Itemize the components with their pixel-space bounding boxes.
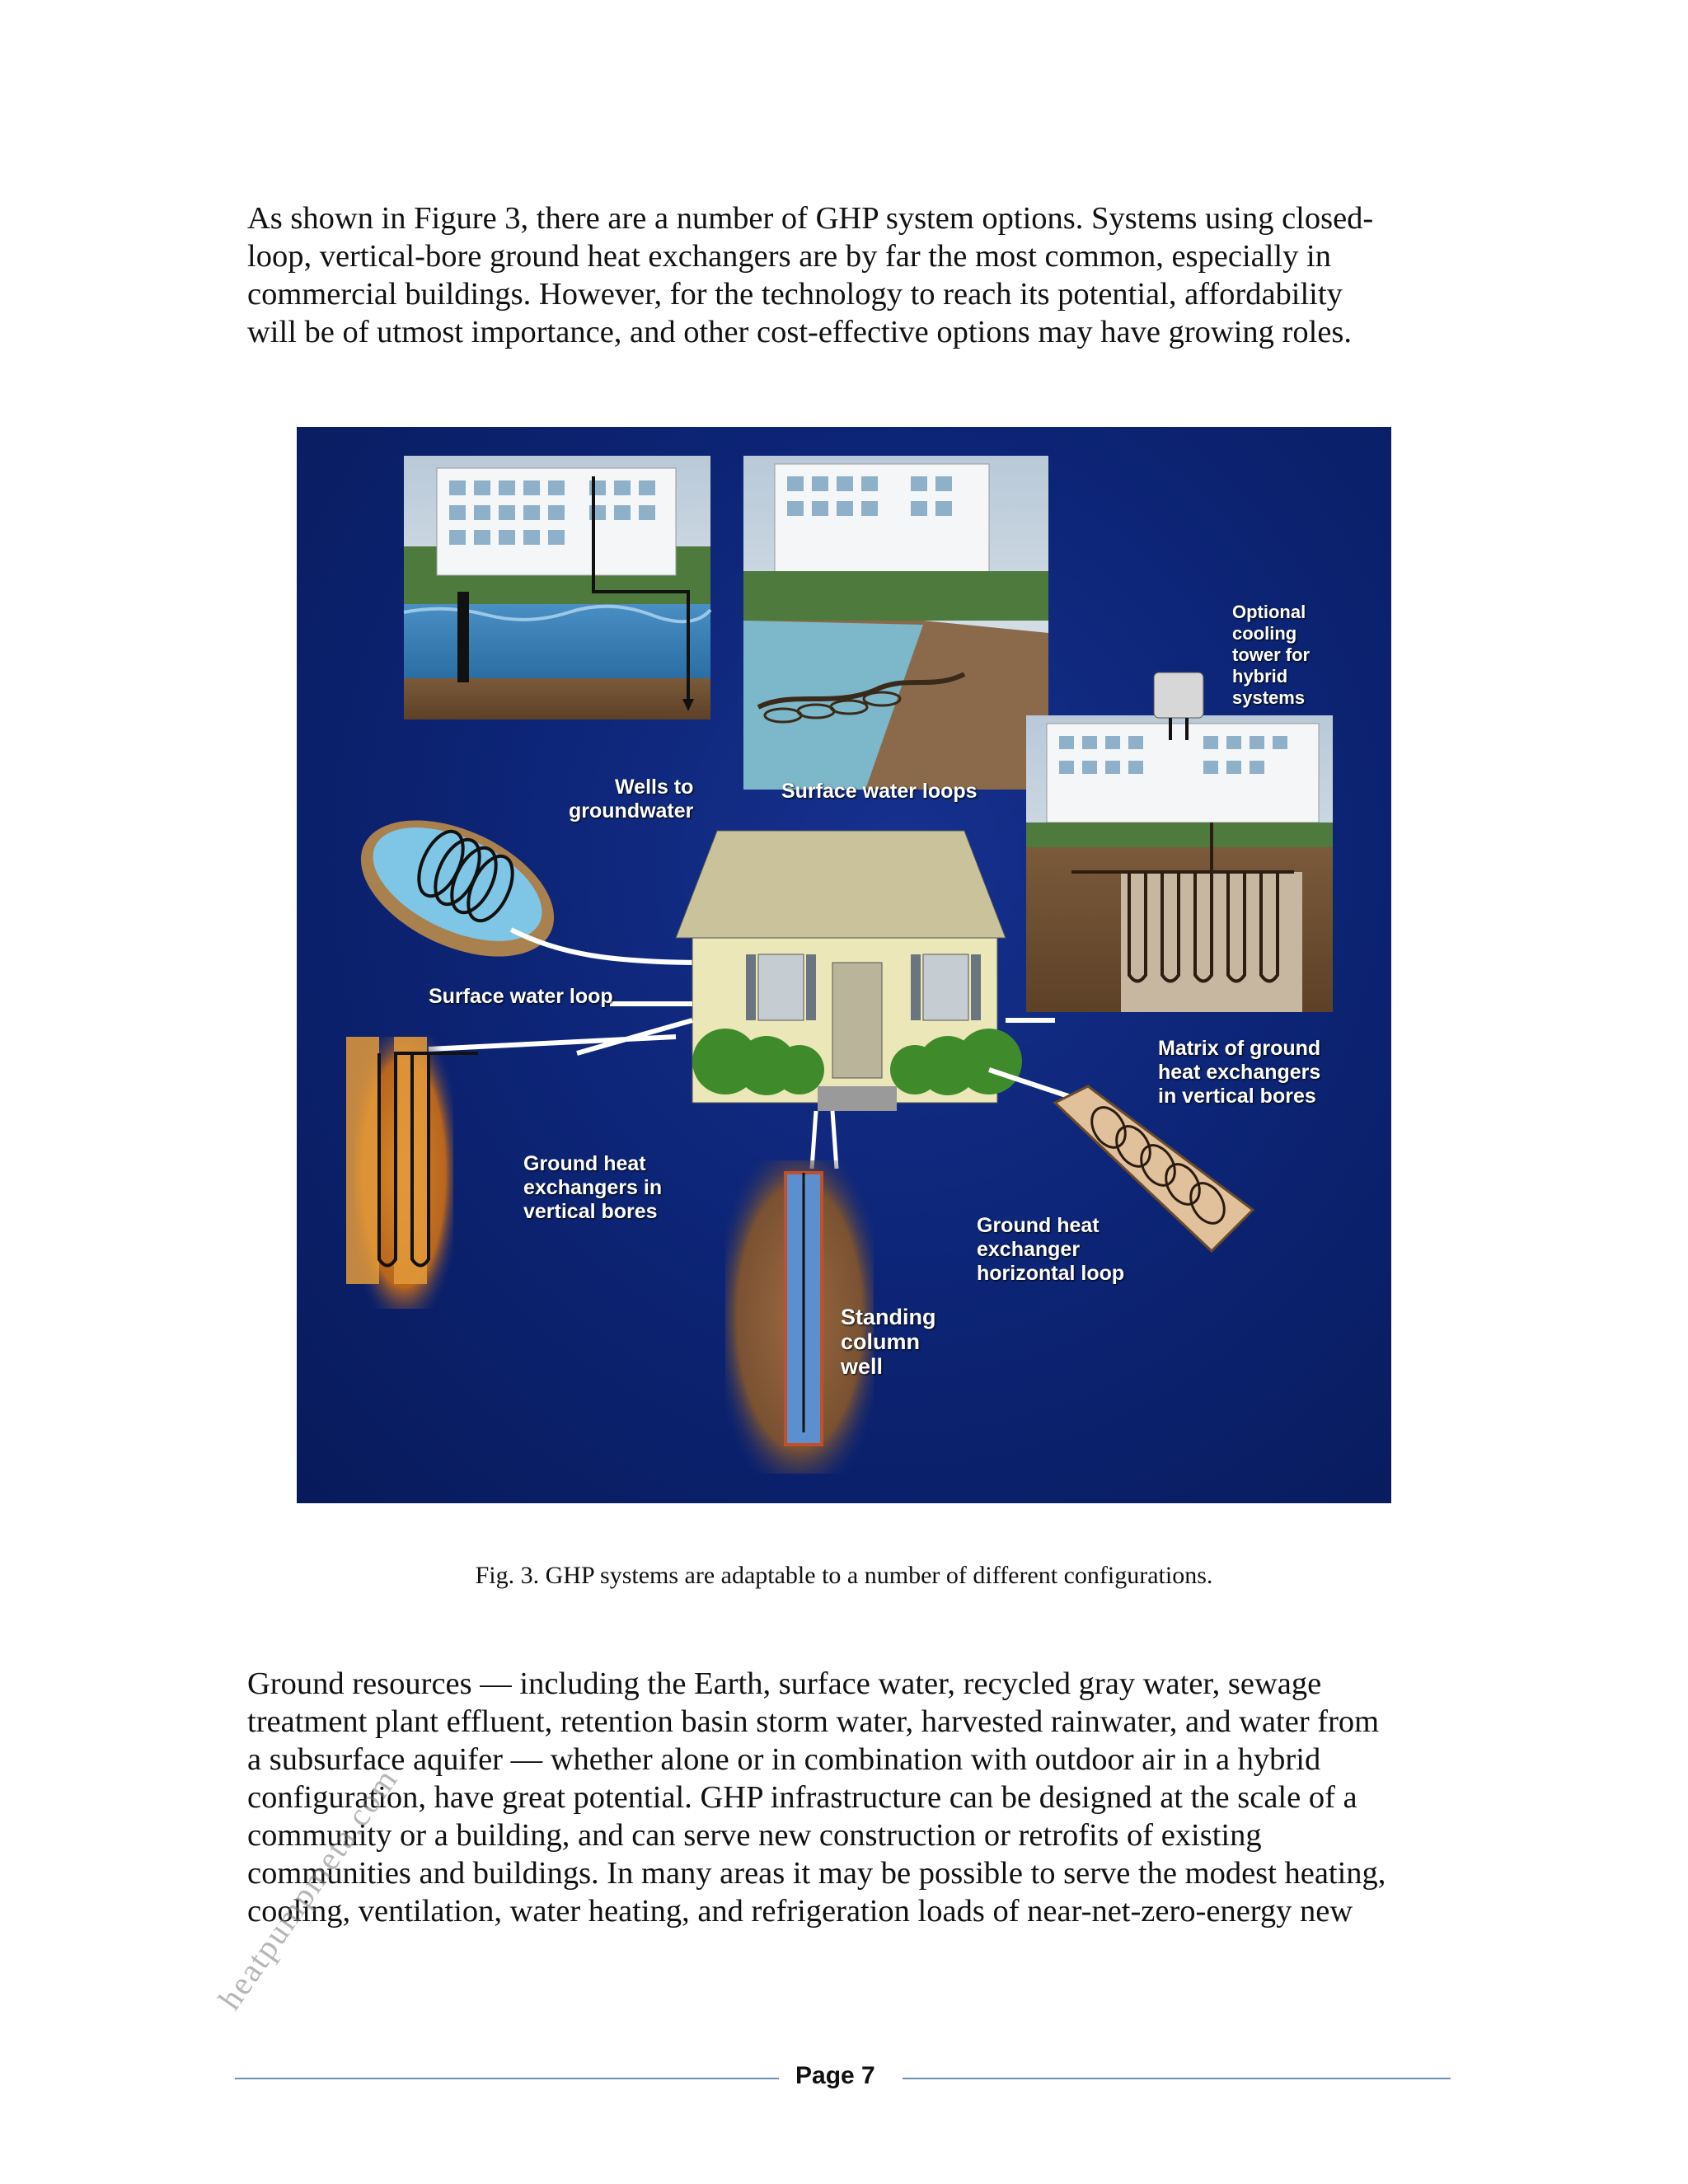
matrix-panel (1026, 673, 1333, 1012)
text-line: cooling, ventilation, water heating, and refrigeration loads of near-net-zero-energy new (247, 1894, 1353, 1929)
intro-paragraph (247, 199, 1451, 351)
text-line: will be of utmost importance, and other cost-effective options may have growing roles. (247, 315, 1353, 349)
label-surface-loops: Surface water loops (781, 780, 978, 803)
text-line: community or a building, and can serve new construction or retrofits of existing (247, 1818, 1262, 1853)
text-line: As shown in Figure 3, there are a number of GHP system options. Systems using closed- (247, 201, 1374, 236)
surface-loops-panel (743, 456, 1048, 790)
footer-rule (903, 2078, 1451, 2079)
text-line: Ground resources — including the Earth, surface water, recycled gray water, sewage (247, 1666, 1322, 1701)
text-line: commercial buildings. However, for the technology to reach its potential, affordability (247, 277, 1343, 312)
wells-panel (404, 456, 710, 719)
label-horizontal-loop: Ground heat exchanger horizontal loop (977, 1214, 1125, 1285)
label-cooling-tower: Optional cooling tower for hybrid systems (1232, 602, 1311, 708)
text-line: treatment plant effluent, retention basin storm water, harvested rainwater, and water from (247, 1704, 1380, 1739)
page-number: Page 7 (795, 2062, 875, 2089)
text-line: configuration, have great potential. GHP infrastructure can be designed at the scale of a (247, 1780, 1357, 1815)
label-wells: Wells to groundwater (569, 776, 694, 823)
body-paragraph (247, 1665, 1451, 1930)
label-matrix: Matrix of ground heat exchangers in vertical bores (1158, 1037, 1321, 1108)
label-standing-column: Standing column well (841, 1305, 936, 1379)
vertical-bores (346, 1037, 478, 1309)
ghp-systems-figure (297, 427, 1391, 1503)
label-surface-loop: Surface water loop (429, 985, 613, 1008)
watermark: heatpumpmeta.com (210, 1760, 406, 2017)
label-vertical-bores: Ground heat exchangers in vertical bores (523, 1152, 663, 1223)
footer-rule (235, 2078, 779, 2079)
text-line: loop, vertical-bore ground heat exchangers are by far the most common, especially in (247, 239, 1331, 274)
figure-caption: Fig. 3. GHP systems are adaptable to a number of different configurations. (475, 1562, 1213, 1589)
text-line: a subsurface aquifer — whether alone or in combination with outdoor air in a hybrid (247, 1742, 1321, 1777)
text-line: communities and buildings. In many areas it may be possible to serve the modest heating, (247, 1856, 1386, 1891)
